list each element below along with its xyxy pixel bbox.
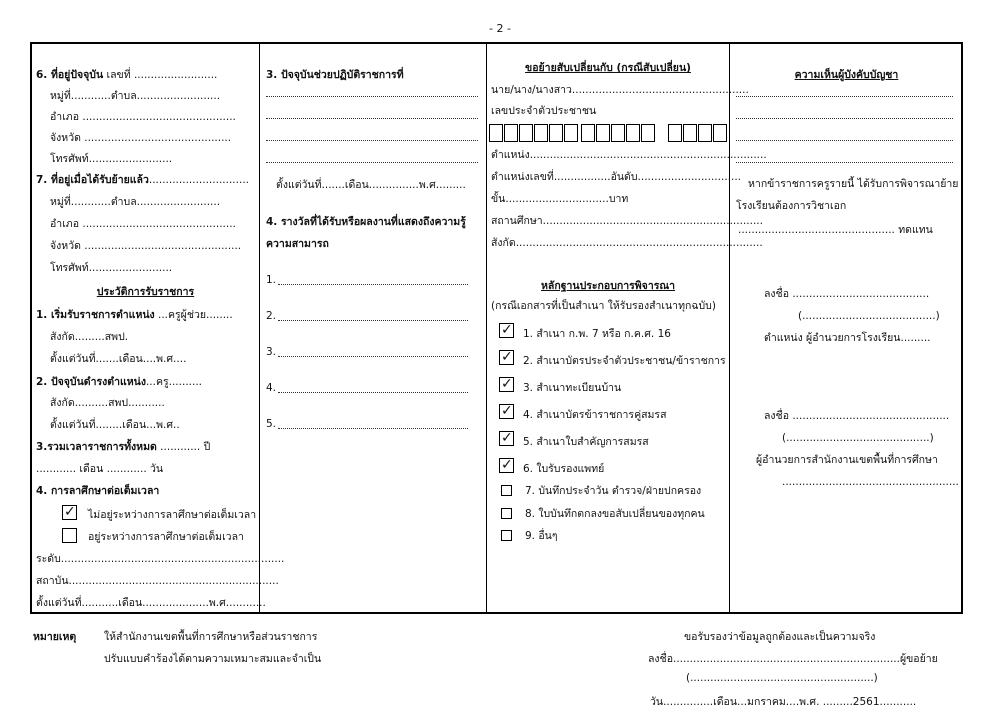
area-director-position-dots[interactable]: ..................................................... xyxy=(782,476,959,488)
citizen-id-boxes[interactable] xyxy=(489,124,729,144)
evidence-checkbox-5[interactable] xyxy=(499,431,514,446)
phone-field[interactable]: โทรศัพท์......................... xyxy=(50,262,173,274)
studying-checkbox[interactable] xyxy=(62,528,77,543)
study-institute-field[interactable]: สถาบัน............................................................... xyxy=(36,575,279,587)
evidence-label-8: 8. ใบบันทึกตกลงขอสับเปลี่ยนของทุกคน xyxy=(525,508,705,520)
evidence-label-1: 1. สำเนา ก.พ. 7 หรือ ก.ค.ศ. 16 xyxy=(523,328,671,340)
opinion-lines[interactable] xyxy=(736,84,953,174)
duty-lines[interactable] xyxy=(266,84,478,174)
current-position-under[interactable]: สังกัด..........สพป........... xyxy=(50,397,165,409)
award-line xyxy=(278,356,468,357)
total-service-months-days[interactable]: ............ เดือน ............ วัน xyxy=(36,463,164,475)
swap-position-number-field[interactable]: ตำแหน่งเลขที่.................อันดับ............................... xyxy=(491,171,742,183)
personal-address-history-column xyxy=(32,44,285,612)
evidence-checkbox-4[interactable] xyxy=(499,404,514,419)
phone-field[interactable]: โทรศัพท์......................... xyxy=(50,153,173,165)
application-date-field[interactable]: วัน...............เดือน...มกราคม....พ.ศ. .........2561........... xyxy=(650,696,917,708)
director-name-field[interactable]: (........................................) xyxy=(798,310,940,322)
form-table xyxy=(30,42,963,614)
first-position-since[interactable]: ตั้งแต่วันที่.......เดือน....พ.ศ.... xyxy=(50,353,187,365)
evidence-checkbox-9[interactable] xyxy=(501,530,512,541)
not-studying-label: ไม่อยู่ระหว่างการลาศึกษาต่อเต็มเวลา xyxy=(88,509,257,521)
not-studying-checkbox[interactable] xyxy=(62,505,77,520)
award-line xyxy=(278,392,468,393)
evidence-checkbox-6[interactable] xyxy=(499,458,514,473)
duty-awards-column xyxy=(260,44,486,612)
swap-title: ขอย้ายสับเปลี่ยนกับ (กรณีสับเปลี่ยน) xyxy=(525,62,691,74)
swap-under-field[interactable]: สังกัด.......................................................................... xyxy=(491,237,763,249)
page-number: - 2 - xyxy=(489,22,511,35)
swap-salary-step-field[interactable]: ขั้น...............................บาท xyxy=(491,193,629,205)
evidence-title: หลักฐานประกอบการพิจารณา xyxy=(541,280,675,292)
evidence-checkbox-7[interactable] xyxy=(501,485,512,496)
evidence-label-6: 6. ใบรับรองแพทย์ xyxy=(523,463,605,475)
evidence-label-2: 2. สำเนาบัตรประจำตัวประชาชน/ข้าราชการ xyxy=(523,355,726,367)
certify-text: ขอรับรองว่าข้อมูลถูกต้องและเป็นความจริง xyxy=(684,631,876,643)
amphoe-field[interactable]: อำเภอ .............................................. xyxy=(50,111,236,123)
swap-evidence-column xyxy=(487,44,767,612)
award-line xyxy=(278,320,468,321)
evidence-label-9: 9. อื่นๆ xyxy=(525,530,558,542)
award-item-5[interactable]: 5. xyxy=(266,418,277,430)
service-history-title: ประวัติการรับราชการ xyxy=(96,286,195,298)
award-line xyxy=(278,428,468,429)
evidence-label-4: 4. สำเนาบัตรข้าราชการคู่สมรส xyxy=(523,409,667,421)
note-line-2: ปรับแบบคำร้องได้ตามความเหมาะสมและจำเป็น xyxy=(104,653,322,665)
study-since-field[interactable]: ตั้งแต่วันที่...........เดือน....................พ.ศ............ xyxy=(36,597,266,609)
current-duty-heading: 3. ปัจจุบันช่วยปฏิบัติราชการที่ xyxy=(266,69,404,81)
swap-school-field[interactable]: สถานศึกษา.................................................................. xyxy=(491,215,763,227)
evidence-checkbox-3[interactable] xyxy=(499,377,514,392)
supervisor-opinion-column xyxy=(730,44,963,612)
applicant-name-field[interactable]: (.......................................................) xyxy=(686,672,878,684)
award-line xyxy=(278,284,468,285)
consider-text-2: โรงเรียนต้องการวิชาเอก xyxy=(736,200,847,212)
evidence-label-7: 7. บันทึกประจำวัน ตำรวจ/ฝ่ายปกครอง xyxy=(525,485,702,497)
note-line-1: ให้สำนักงานเขตพื้นที่การศึกษาหรือส่วนราชการ xyxy=(104,631,318,643)
area-director-name-field[interactable]: (...........................................) xyxy=(782,432,934,444)
area-director-position: ผู้อำนวยการสำนักงานเขตพื้นที่การศึกษา xyxy=(756,454,938,466)
total-service-line: 3.รวมเวลาราชการทั้งหมด ............ ปี xyxy=(36,441,211,453)
current-address-heading: 6. ที่อยู่ปัจจุบัน เลขที่ ......................... xyxy=(36,69,218,81)
note-label: หมายเหตุ xyxy=(33,631,77,643)
director-signature-field[interactable]: ลงชื่อ ......................................... xyxy=(764,288,930,300)
province-field[interactable]: จังหวัด ............................................... xyxy=(50,240,242,252)
moo-tambon-field[interactable]: หมู่ที่............ตำบล......................... xyxy=(50,196,221,208)
area-director-signature-field[interactable]: ลงชื่อ ............................................... xyxy=(764,410,950,422)
awards-heading-cont: ความสามารถ xyxy=(266,238,329,250)
province-field[interactable]: จังหวัด ............................................ xyxy=(50,132,232,144)
first-position-under[interactable]: สังกัด.........สพป. xyxy=(50,331,129,343)
moo-tambon-field[interactable]: หมู่ที่............ตำบล......................... xyxy=(50,90,221,102)
consider-text-1: หากข้าราชการครูรายนี้ ได้รับการพิจารณาย้าย xyxy=(748,178,959,190)
current-position-line: 2. ปัจจุบันดำรงตำแหน่ง...ครู.......... xyxy=(36,376,203,388)
award-item-1[interactable]: 1. xyxy=(266,274,277,286)
major-replacement-field[interactable]: ............................................... ทดแทน xyxy=(738,224,933,236)
first-position-line: 1. เริ่มรับราชการตำแหน่ง ...ครูผู้ช่วย........ xyxy=(36,309,233,321)
evidence-checkbox-8[interactable] xyxy=(501,508,512,519)
study-level-field[interactable]: ระดับ................................................................... xyxy=(36,553,285,565)
award-item-4[interactable]: 4. xyxy=(266,382,277,394)
awards-heading: 4. รางวัลที่ได้รับหรือผลงานที่แสดงถึงความรู้ xyxy=(266,216,466,228)
studying-label: อยู่ระหว่างการลาศึกษาต่อเต็มเวลา xyxy=(88,531,244,543)
evidence-label-5: 5. สำเนาใบสำคัญการสมรส xyxy=(523,436,649,448)
study-leave-heading: 4. การลาศึกษาต่อเต็มเวลา xyxy=(36,485,160,497)
new-address-heading: 7. ที่อยู่เมื่อได้รับย้ายแล้ว.............................. xyxy=(36,174,249,186)
applicant-signature-field[interactable]: ลงชื่อ....................................................................ผู้ขอย้าย xyxy=(648,653,938,665)
evidence-checkbox-1[interactable] xyxy=(499,323,514,338)
evidence-checkbox-2[interactable] xyxy=(499,350,514,365)
evidence-note: (กรณีเอกสารที่เป็นสำเนา ให้รับรองสำเนาทุกฉบับ) xyxy=(491,300,716,312)
director-position: ตำแหน่ง ผู้อำนวยการโรงเรียน......... xyxy=(764,332,931,344)
current-position-since[interactable]: ตั้งแต่วันที่........เดือน...พ.ศ.. xyxy=(50,419,180,431)
swap-position-field[interactable]: ตำแหน่ง....................................................................... xyxy=(491,149,767,161)
duty-since-field[interactable]: ตั้งแต่วันที่.......เดือน...............พ.ศ......... xyxy=(276,179,466,191)
swap-id-label: เลขประจำตัวประชาชน xyxy=(491,105,597,117)
amphoe-field[interactable]: อำเภอ .............................................. xyxy=(50,218,236,230)
swap-name-field[interactable]: นาย/นาง/นางสาว..................................................... xyxy=(491,84,749,96)
award-item-3[interactable]: 3. xyxy=(266,346,277,358)
award-item-2[interactable]: 2. xyxy=(266,310,277,322)
supervisor-opinion-title: ความเห็นผู้บังคับบัญชา xyxy=(794,69,899,81)
evidence-label-3: 3. สำเนาทะเบียนบ้าน xyxy=(523,382,622,394)
